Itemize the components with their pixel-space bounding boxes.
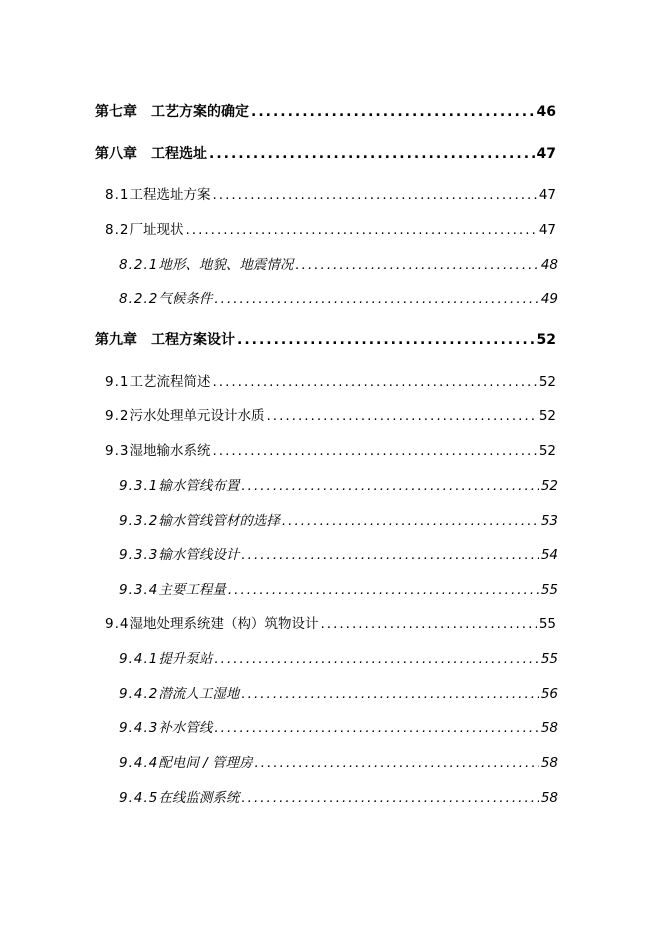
- toc-entry-label: [105, 185, 210, 205]
- toc-entry-9-4-4[interactable]: [119, 753, 558, 773]
- toc-page-number: 58: [540, 720, 558, 736]
- toc-page-number: 47: [536, 146, 556, 162]
- toc-section-number: 9.4.2: [119, 686, 159, 702]
- toc-dot-leader: [212, 372, 536, 392]
- toc-entry-title: 工程选址方案: [129, 187, 211, 203]
- toc-entry-title: 地形、地貌、地震情况: [158, 257, 294, 273]
- toc-page-number: 48: [540, 257, 558, 273]
- toc-entry-label: [119, 545, 239, 565]
- toc-entry-label: [119, 255, 293, 275]
- toc-section-number: 9.2: [105, 408, 130, 424]
- toc-dot-leader: [295, 255, 538, 275]
- toc-dot-leader: [185, 220, 536, 240]
- toc-dot-leader: [214, 289, 538, 309]
- toc-section-number: 8.1: [105, 187, 130, 203]
- toc-section-number: 8.2: [105, 222, 130, 238]
- toc-page-number: 52: [538, 408, 556, 424]
- toc-entry-8-1[interactable]: [105, 185, 556, 205]
- toc-page-number: 52: [538, 374, 556, 390]
- toc-section-number: 9.3.2: [119, 513, 159, 529]
- toc-page-number: 49: [540, 291, 558, 307]
- toc-entry-title: 工程选址: [151, 146, 207, 162]
- toc-chapter-number: 第九章: [95, 332, 137, 348]
- toc-entry-8-2-2[interactable]: [119, 289, 558, 309]
- toc-entry-chapter-9[interactable]: [95, 330, 556, 350]
- toc-page-number: 55: [538, 616, 556, 632]
- toc-entry-label: [119, 718, 212, 738]
- toc-entry-9-4-1[interactable]: [119, 649, 558, 669]
- toc-page-number: 47: [538, 222, 556, 238]
- toc-dot-leader: [241, 545, 538, 565]
- toc-entry-9-1[interactable]: [105, 372, 556, 392]
- toc-page-number: 55: [540, 651, 558, 667]
- toc-entry-9-4-2[interactable]: [119, 684, 558, 704]
- toc-entry-title: 潜流人工湿地: [158, 686, 240, 702]
- toc-entry-label: [119, 511, 280, 531]
- toc-entry-title: 湿地输水系统: [129, 443, 211, 459]
- toc-section-number: 9.4.1: [119, 651, 159, 667]
- toc-entry-9-4-3[interactable]: [119, 718, 558, 738]
- toc-entry-label: [105, 614, 318, 634]
- toc-dot-leader: [209, 144, 535, 164]
- toc-section-number: 9.1: [105, 374, 130, 390]
- toc-entry-9-3[interactable]: [105, 441, 556, 461]
- toc-entry-title: 补水管线: [158, 720, 213, 736]
- toc-entry-8-2-1[interactable]: [119, 255, 558, 275]
- toc-entry-label: [119, 289, 212, 309]
- toc-dot-leader: [320, 614, 536, 634]
- toc-entry-label: [105, 406, 264, 426]
- toc-dot-leader: [241, 476, 538, 496]
- toc-page-number: 54: [540, 547, 558, 563]
- toc-entry-title: 输水管线布置: [158, 478, 240, 494]
- toc-dot-leader: [251, 102, 535, 122]
- toc-entry-label: [105, 372, 210, 392]
- toc-section-number: 9.3: [105, 443, 130, 459]
- toc-chapter-number: 第八章: [95, 146, 137, 162]
- toc-entry-label: [119, 684, 239, 704]
- toc-entry-label: [119, 580, 226, 600]
- toc-section-number: 9.4: [105, 616, 130, 632]
- toc-dot-leader: [266, 406, 536, 426]
- toc-dot-leader: [214, 718, 538, 738]
- toc-page-number: 52: [536, 332, 556, 348]
- toc-entry-title: 工艺流程简述: [129, 374, 211, 390]
- toc-entry-title: 工程方案设计: [151, 332, 235, 348]
- toc-entry-label: [95, 102, 249, 122]
- toc-entry-title: 提升泵站: [158, 651, 213, 667]
- toc-page-number: 58: [540, 790, 558, 806]
- toc-entry-9-4[interactable]: [105, 614, 556, 634]
- toc-entry-9-2[interactable]: [105, 406, 556, 426]
- toc-entry-label: [105, 441, 210, 461]
- toc-dot-leader: [212, 441, 536, 461]
- toc-entry-label: [105, 220, 183, 240]
- toc-dot-leader: [237, 330, 535, 350]
- toc-chapter-number: 第七章: [95, 104, 137, 120]
- toc-entry-9-4-5[interactable]: [119, 788, 558, 808]
- toc-entry-label: [119, 788, 239, 808]
- toc-page-number: 58: [540, 755, 558, 771]
- toc-dot-leader: [255, 753, 539, 773]
- toc-entry-title: 主要工程量: [158, 582, 226, 598]
- toc-entry-9-3-2[interactable]: [119, 511, 558, 531]
- toc-dot-leader: [214, 649, 538, 669]
- toc-page-number: 56: [540, 686, 558, 702]
- toc-section-number: 9.4.3: [119, 720, 159, 736]
- toc-section-number: 9.3.4: [119, 582, 159, 598]
- toc-entry-chapter-7[interactable]: [95, 102, 556, 122]
- toc-entry-9-3-1[interactable]: [119, 476, 558, 496]
- toc-dot-leader: [282, 511, 539, 531]
- toc-entry-title: 气候条件: [158, 291, 213, 307]
- toc-page-number: 52: [538, 443, 556, 459]
- toc-entry-9-3-3[interactable]: [119, 545, 558, 565]
- toc-entry-9-3-4[interactable]: [119, 580, 558, 600]
- toc-entry-title: 输水管线管材的选择: [158, 513, 280, 529]
- toc-entry-label: [119, 753, 253, 773]
- toc-entry-title: 在线监测系统: [158, 790, 240, 806]
- toc-page-number: 52: [540, 478, 558, 494]
- toc-section-number: 9.3.3: [119, 547, 159, 563]
- toc-section-number: 8.2.2: [119, 291, 159, 307]
- toc-entry-title: 湿地处理系统建（构）筑物设计: [129, 616, 319, 632]
- toc-entry-title: 工艺方案的确定: [151, 104, 249, 120]
- toc-entry-title: 厂址现状: [129, 222, 184, 238]
- toc-entry-chapter-8[interactable]: [95, 144, 556, 164]
- toc-page-number: 47: [538, 187, 556, 203]
- toc-page-number: 55: [540, 582, 558, 598]
- toc-entry-label: [95, 330, 235, 350]
- toc-dot-leader: [241, 788, 538, 808]
- toc-dot-leader: [212, 185, 536, 205]
- toc-section-number: 9.4.4: [119, 755, 159, 771]
- toc-page-number: 46: [536, 104, 556, 120]
- toc-entry-title: 污水处理单元设计水质: [129, 408, 265, 424]
- toc-entry-8-2[interactable]: [105, 220, 556, 240]
- toc-page-number: 53: [540, 513, 558, 529]
- toc-entry-title: 输水管线设计: [158, 547, 240, 563]
- toc-entry-title: 配电间 / 管理房: [158, 755, 253, 771]
- toc-entry-label: [119, 649, 212, 669]
- toc-dot-leader: [241, 684, 538, 704]
- toc-entry-label: [119, 476, 239, 496]
- toc-section-number: 9.3.1: [119, 478, 159, 494]
- toc-section-number: 9.4.5: [119, 790, 159, 806]
- toc-entry-label: [95, 144, 207, 164]
- toc-dot-leader: [228, 580, 539, 600]
- toc-section-number: 8.2.1: [119, 257, 159, 273]
